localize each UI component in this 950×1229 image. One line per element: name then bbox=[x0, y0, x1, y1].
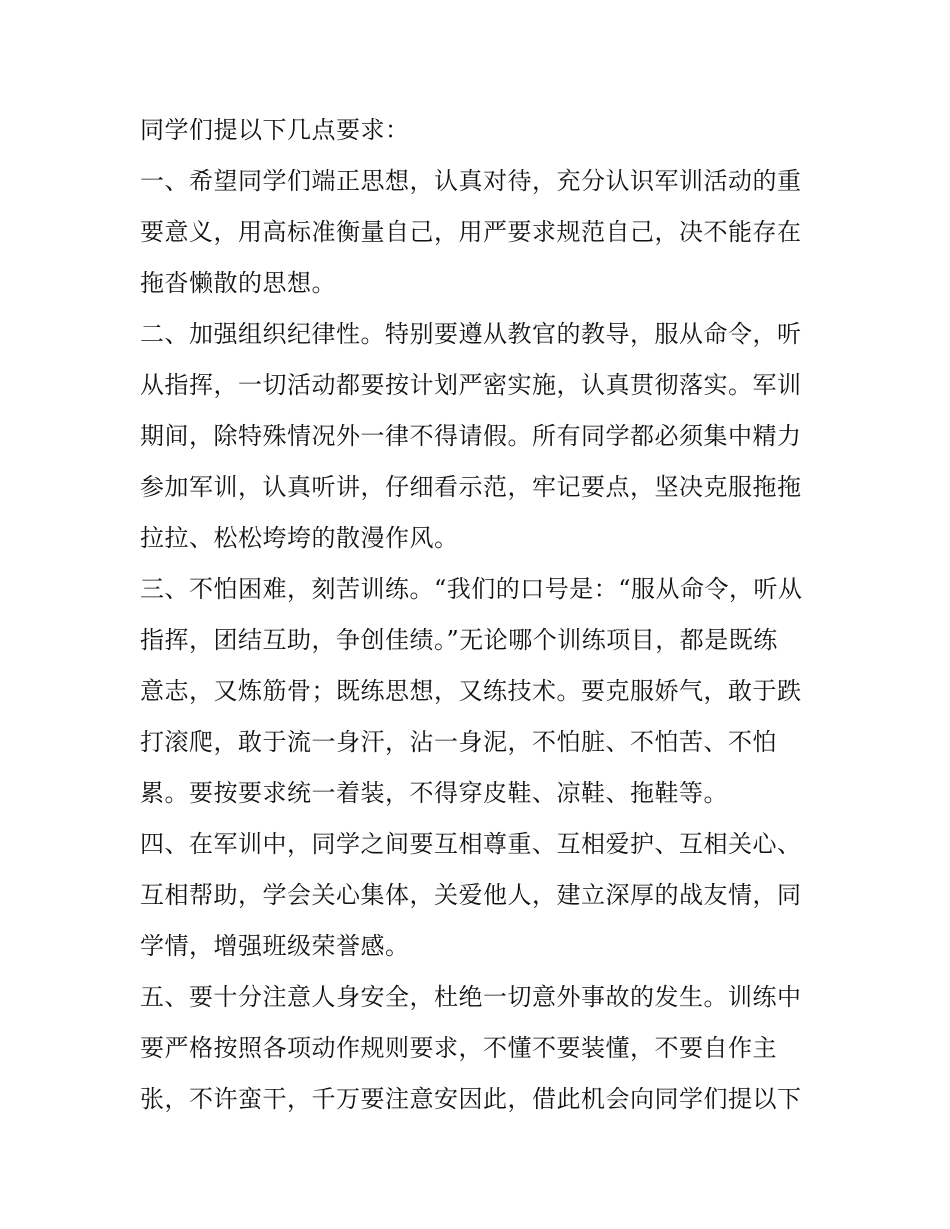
text-line: 要严格按照各项动作规则要求，不懂不要装懂，不要自作主 bbox=[140, 1034, 777, 1062]
text-line: 拉拉、松松垮垮的散漫作风。 bbox=[140, 524, 459, 552]
text-line: 张，不许蛮干，千万要注意安因此，借此机会向同学们提以下 bbox=[140, 1085, 802, 1113]
text-line: 二、加强组织纪律性。特别要遵从教官的教导，服从命令，听 bbox=[140, 320, 802, 348]
text-line: 五、要十分注意人身安全，杜绝一切意外事故的发生。训练中 bbox=[140, 983, 802, 1011]
text-line: 三、不怕困难，刻苦训练。“我们的口号是：“服从命令，听从 bbox=[140, 575, 803, 603]
text-line: 学情，增强班级荣誉感。 bbox=[140, 932, 410, 960]
text-line: 意志，又炼筋骨；既练思想，又练技术。要克服娇气，敢于跌 bbox=[140, 677, 802, 705]
text-line: 拖沓懒散的思想。 bbox=[140, 269, 336, 297]
text-line: 要意义，用高标准衡量自己，用严要求规范自己，决不能存在 bbox=[140, 218, 802, 246]
text-line: 一、希望同学们端正思想，认真对待，充分认识军训活动的重 bbox=[140, 167, 802, 195]
text-line: 指挥，团结互助，争创佳绩。”无论哪个训练项目，都是既练 bbox=[140, 626, 778, 654]
text-line: 累。要按要求统一着装，不得穿皮鞋、凉鞋、拖鞋等。 bbox=[140, 779, 728, 807]
text-line: 四、在军训中，同学之间要互相尊重、互相爱护、互相关心、 bbox=[140, 830, 802, 858]
text-line: 期间，除特殊情况外一律不得请假。所有同学都必须集中精力 bbox=[140, 422, 802, 450]
text-line: 互相帮助，学会关心集体，关爱他人，建立深厚的战友情，同 bbox=[140, 881, 802, 909]
text-line: 从指挥，一切活动都要按计划严密实施，认真贯彻落实。军训 bbox=[140, 371, 802, 399]
text-line: 同学们提以下几点要求： bbox=[140, 116, 410, 144]
text-line: 打滚爬，敢于流一身汗，沾一身泥，不怕脏、不怕苦、不怕 bbox=[140, 728, 777, 756]
text-line: 参加军训，认真听讲，仔细看示范，牢记要点，坚决克服拖拖 bbox=[140, 473, 802, 501]
